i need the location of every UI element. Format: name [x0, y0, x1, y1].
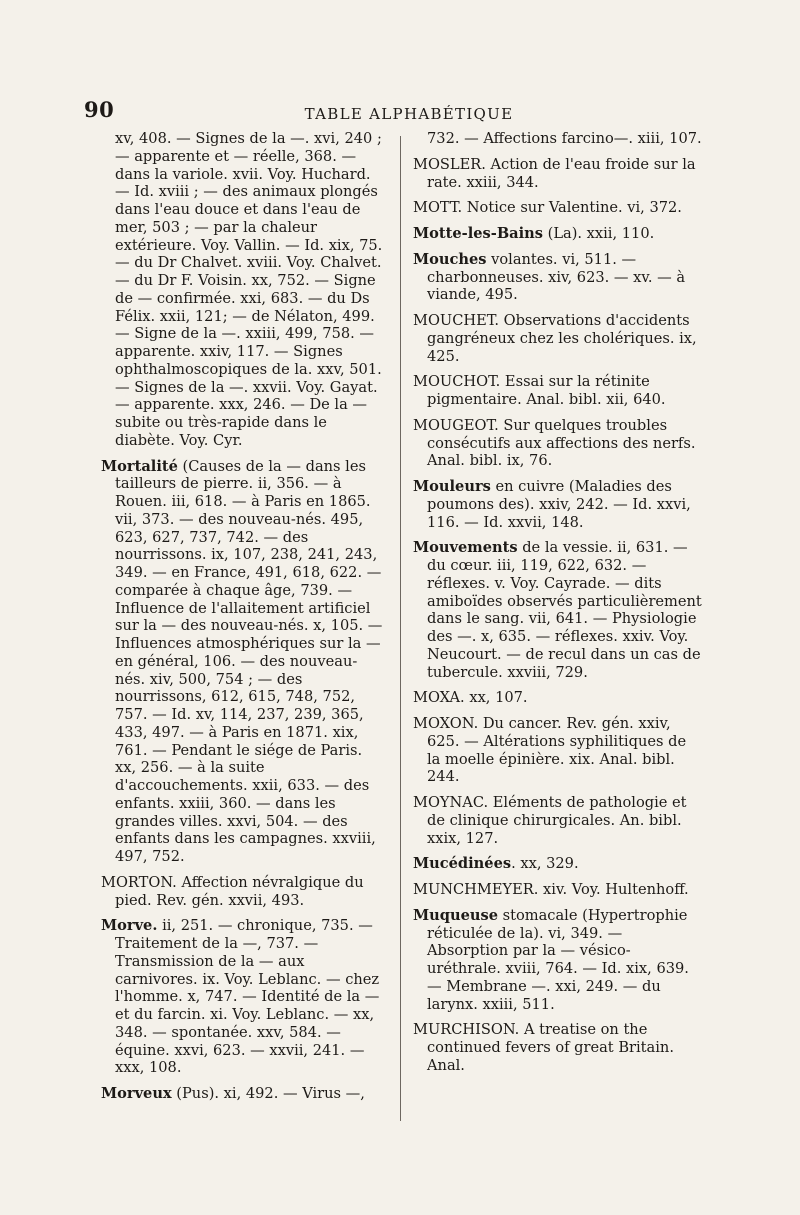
- index-entry: [101, 130, 385, 450]
- entry-headword: Mortalité: [101, 457, 178, 475]
- entry-text: volantes. vi, 511. — charbonneuses. xiv, 623. — xv. — à viande, 495.: [427, 250, 686, 304]
- entry-headword: Mouches: [413, 250, 487, 268]
- index-entry: [413, 907, 703, 1014]
- entry-text: MOSLER. Action de l'eau froide sur la rate. xxiii, 344.: [413, 155, 696, 191]
- entry-headword: Muqueuse: [413, 906, 498, 924]
- entry-text: de la vessie. ii, 631. — du cœur. iii, 119, 622, 632. — réflexes. v. Voy. Cayrade. — dits amiboïdes observés particulièrement dans le sang. vii, 641. — Physiologie des —. x, 635. — réflexes. xxiv. Voy. Neucourt. — de recul dans un cas de tubercule. xxviii, 729.: [427, 539, 702, 681]
- entry-text: 732. — Affections farcino—. xiii, 107.: [427, 130, 702, 147]
- index-entry: [101, 874, 385, 910]
- entry-text: stomacale (Hypertrophie réticulée de la). vi, 349. — Absorption par la — vésico-uréthrale. xviii, 764. — Id. xix, 639. — Membrane —. xxi, 249. — du larynx. xxiii, 511.: [427, 906, 689, 1013]
- entry-text: MUNCHMEYER. xiv. Voy. Hultenhoff.: [413, 881, 689, 898]
- entry-text: (Pus). xi, 492. — Virus —,: [171, 1085, 365, 1102]
- index-entry: [413, 156, 703, 192]
- entry-text: xv, 408. — Signes de la —. xvi, 240 ; — apparente et — réelle, 368. — dans la variole. xvii. Voy. Huchard. — Id. xviii ; — des animaux plongés dans l'eau douce et dans l'eau de mer, 503 ; — par la chaleur extérieure. Voy. Vallin. — Id. xix, 75. — du Dr Chalvet. xviii. Voy. Chalvet. — du Dr F. Voisin. xx, 752. — Signe de — confirmée. xxi, 683. — du Ds Félix. xxii, 121; — de Nélaton, 499. — Signe de la —. xxiii, 499, 758. — apparente. xxiv, 117. — Signes ophthalmoscopiques de la. xxv, 501. — Signes de la —. xxvii. Voy. Gayat. — apparente. xxx, 246. — De la — subite ou très-rapide dans le diabète. Voy. Cyr.: [115, 130, 383, 449]
- entry-text: en cuivre (Maladies des poumons des). xxiv, 242. — Id. xxvi, 116. — Id. xxvii, 148.: [427, 478, 691, 531]
- index-entry: [101, 917, 385, 1077]
- entry-text: MORTON. Affection névralgique du pied. Rev. gén. xxvii, 493.: [101, 873, 364, 909]
- entry-text: MOTT. Notice sur Valentine. vi, 372.: [413, 199, 682, 217]
- index-entry: [413, 225, 703, 243]
- entry-headword: Morveux: [101, 1085, 172, 1102]
- index-entry: [413, 251, 703, 304]
- left-column: [101, 130, 385, 1111]
- index-entry: [413, 417, 703, 470]
- entry-text: ii, 251. — chronique, 735. — Traitement de la —, 737. — Transmission de la — aux carnivores. ix. Voy. Leblanc. — chez l'homme. x, 747. — Identité de la — et du farcin. xi. Voy. Leblanc. — xx, 348. — spontanée. xxv, 584. — équine. xxvi, 623. — xxvii, 241. — xxx, 108.: [115, 917, 380, 1077]
- index-entry: [413, 478, 703, 531]
- index-entry: [413, 373, 703, 409]
- entry-text: MURCHISON. A treatise on the continued fevers of great Britain. Anal.: [413, 1021, 674, 1074]
- index-entry: [413, 855, 703, 873]
- entry-text: MOYNAC. Eléments de pathologie et de clinique chirurgicales. An. bibl. xxix, 127.: [413, 794, 687, 847]
- index-entry: [413, 199, 703, 217]
- entry-text: (La). xxii, 110.: [542, 225, 655, 242]
- entry-headword: Mouvements: [413, 539, 518, 557]
- index-entry: [413, 312, 703, 365]
- entry-text: (Causes de la — dans les tailleurs de pierre. ii, 356. — à Rouen. iii, 618. — à Paris en 1865. vii, 373. — des nouveau-nés. 495, 623, 627, 737, 742. — des nourrissons. ix, 107, 238, 241, 243, 349. — en France, 491, 618, 622. — comparée à chaque âge, 739. — Influence de l'allaitement artificiel sur la — des nouveau-nés. x, 105. — Influences atmosphériques sur la — en général, 106. — des nouveau-nés. xiv, 500, 754 ; — des nourrissons, 612, 615, 748, 752, 757. — Id. xv, 114, 237, 239, 365, 433, 497. — à Paris en 1871. xix, 761. — Pendant le siége de Paris. xx, 256. — à la suite d'accouchements. xxii, 633. — des enfants. xxiii, 360. — dans les grandes villes. xxvi, 504. — des enfants dans les campagnes. xxviii, 497, 752.: [115, 457, 383, 865]
- index-entry: [413, 1021, 703, 1074]
- entry-headword: Mucédinées: [413, 855, 512, 873]
- entry-text: MOXON. Du cancer. Rev. gén. xxiv, 625. — Altérations syphilitiques de la moelle épinière. xix. Anal. bibl. 244.: [413, 715, 687, 786]
- entry-headword: Morve.: [101, 917, 158, 935]
- index-entry: [413, 539, 703, 681]
- entry-text: MOUGEOT. Sur quelques troubles consécutifs aux affections des nerfs. Anal. bibl. ix, 76.: [413, 416, 696, 470]
- column-divider: [400, 136, 401, 1121]
- running-title: TABLE ALPHABÉTIQUE: [304, 105, 514, 123]
- entry-text: MOUCHOT. Essai sur la rétinite pigmentaire. Anal. bibl. xii, 640.: [413, 373, 666, 408]
- right-column: [413, 130, 703, 1083]
- entry-text: MOUCHET. Observations d'accidents gangréneux chez les cholériques. ix, 425.: [413, 312, 697, 365]
- index-entry: [101, 1085, 385, 1103]
- index-entry: [413, 715, 703, 786]
- entry-headword: Mouleurs: [413, 478, 491, 495]
- index-entry: [413, 689, 703, 707]
- index-entry: [413, 881, 703, 899]
- entry-headword: Motte-les-Bains: [413, 225, 543, 242]
- entry-text: . xx, 329.: [511, 855, 579, 873]
- entry-text: MOXA. xx, 107.: [413, 689, 528, 707]
- index-entry: [413, 130, 703, 148]
- index-entry: [101, 458, 385, 866]
- index-entry: [413, 794, 703, 847]
- page-number: 90: [84, 97, 115, 122]
